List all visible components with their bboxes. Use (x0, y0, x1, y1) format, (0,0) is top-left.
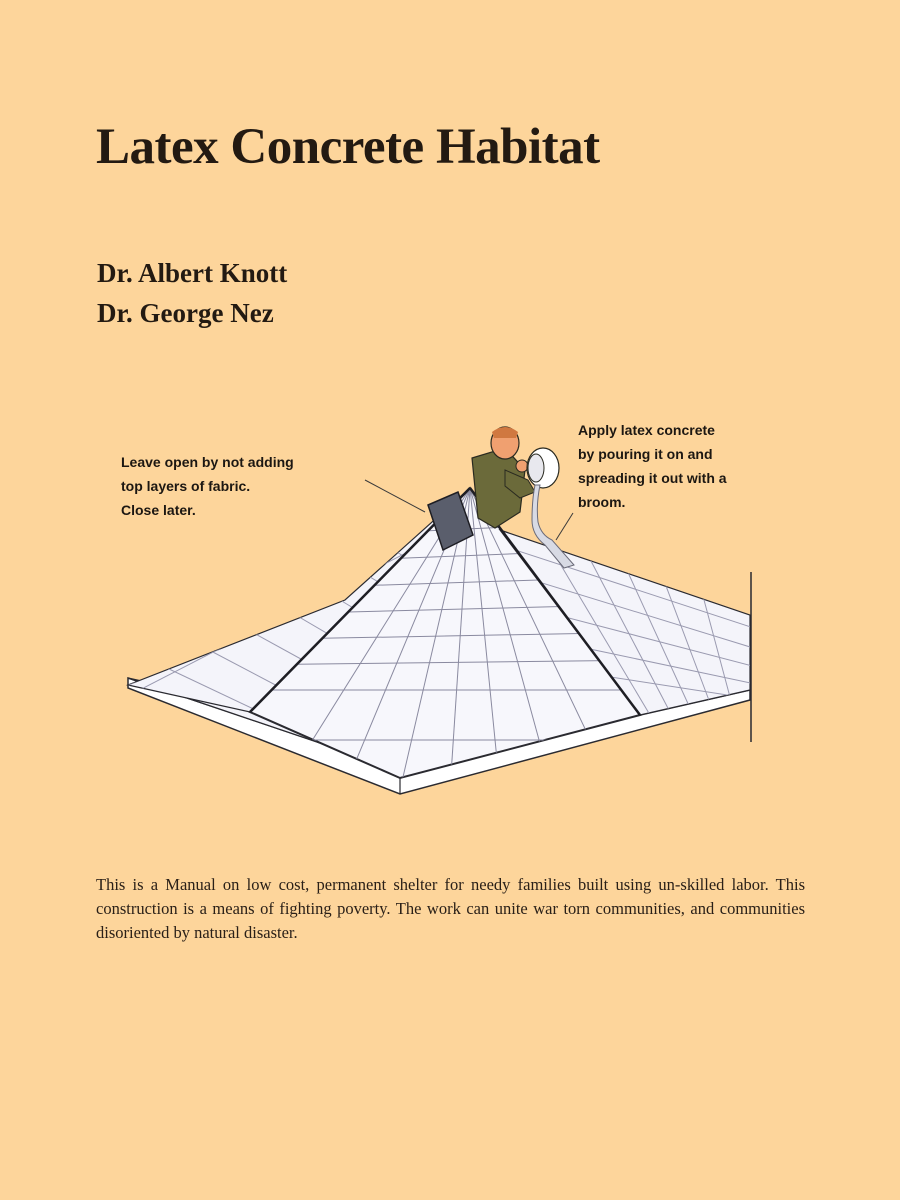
callout-apply-concrete (578, 418, 818, 514)
callout-line: Apply latex concrete (578, 422, 715, 438)
callout-line: Close later. (121, 502, 196, 518)
book-title: Latex Concrete Habitat (96, 119, 600, 175)
callout-right-leader (556, 513, 573, 540)
book-summary: This is a Manual on low cost, permanent shelter for needy families built using un-skilled labor. This construction is a means of fighting poverty. The work can unite war torn communities, and communities disoriented by natural disaster. (96, 874, 805, 942)
callout-line: Leave open by not adding (121, 454, 294, 470)
author-name: Dr. George Nez (97, 298, 274, 328)
callout-line: by pouring it on and (578, 446, 713, 462)
callout-line: top layers of fabric. (121, 478, 251, 494)
callout-leave-open (121, 450, 381, 522)
callout-line: spreading it out with a (578, 470, 727, 486)
author-name: Dr. Albert Knott (97, 258, 288, 288)
callout-line: broom. (578, 494, 626, 510)
